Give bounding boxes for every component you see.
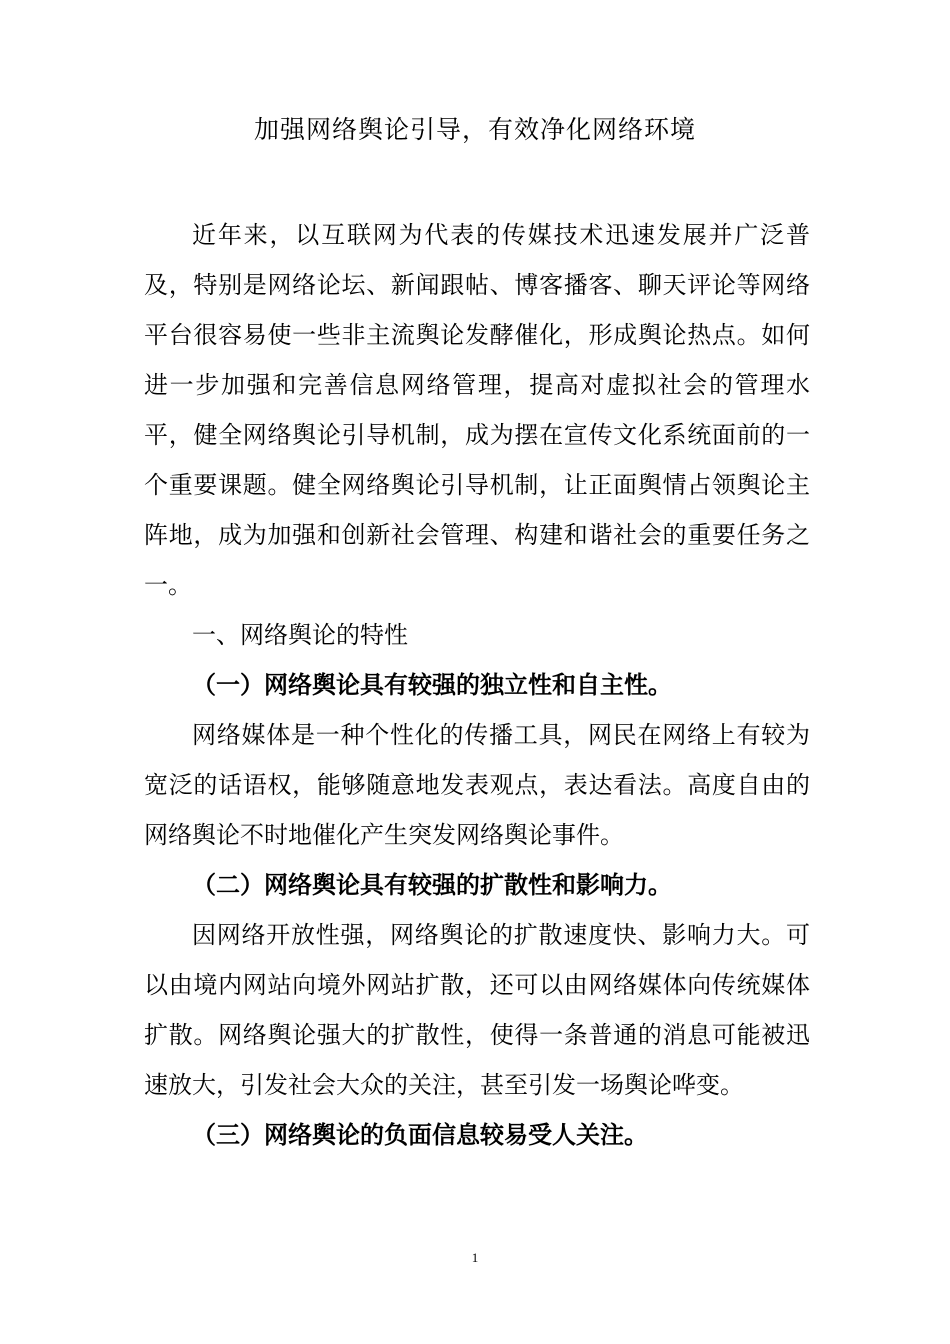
- section-heading: 一、网络舆论的特性: [192, 621, 408, 649]
- document-title: 加强网络舆论引导，有效净化网络环境: [253, 115, 696, 144]
- subsection-heading-2: （二）网络舆论具有较强的扩散性和影响力。: [192, 871, 672, 899]
- page-number: 1: [471, 1250, 479, 1265]
- body-paragraph-2: 因网络开放性强，网络舆论的扩散速度快、影响力大。可以由境内网站向境外网站扩散，还可以由网络媒体向传统媒体扩散。网络舆论强大的扩散性，使得一条普通的消息可能被迅速放大，引发社会大众的关注，甚至引发一场舆论哗变。: [144, 921, 810, 1099]
- subsection-heading-3: （三）网络舆论的负面信息较易受人关注。: [192, 1121, 648, 1149]
- intro-paragraph: 近年来，以互联网为代表的传媒技术迅速发展并广泛普及，特别是网络论坛、新闻跟帖、博客播客、聊天评论等网络平台很容易使一些非主流舆论发酵催化，形成舆论热点。如何进一步加强和完善信息网络管理，提高对虚拟社会的管理水平，健全网络舆论引导机制，成为摆在宣传文化系统面前的一个重要课题。健全网络舆论引导机制，让正面舆情占领舆论主阵地，成为加强和创新社会管理、构建和谐社会的重要任务之一。: [144, 221, 810, 599]
- subsection-heading-1: （一）网络舆论具有较强的独立性和自主性。: [192, 671, 672, 699]
- body-paragraph-1: 网络媒体是一种个性化的传播工具，网民在网络上有较为宽泛的话语权，能够随意地发表观点，表达看法。高度自由的网络舆论不时地催化产生突发网络舆论事件。: [144, 721, 810, 849]
- document-body: [144, 210, 810, 1160]
